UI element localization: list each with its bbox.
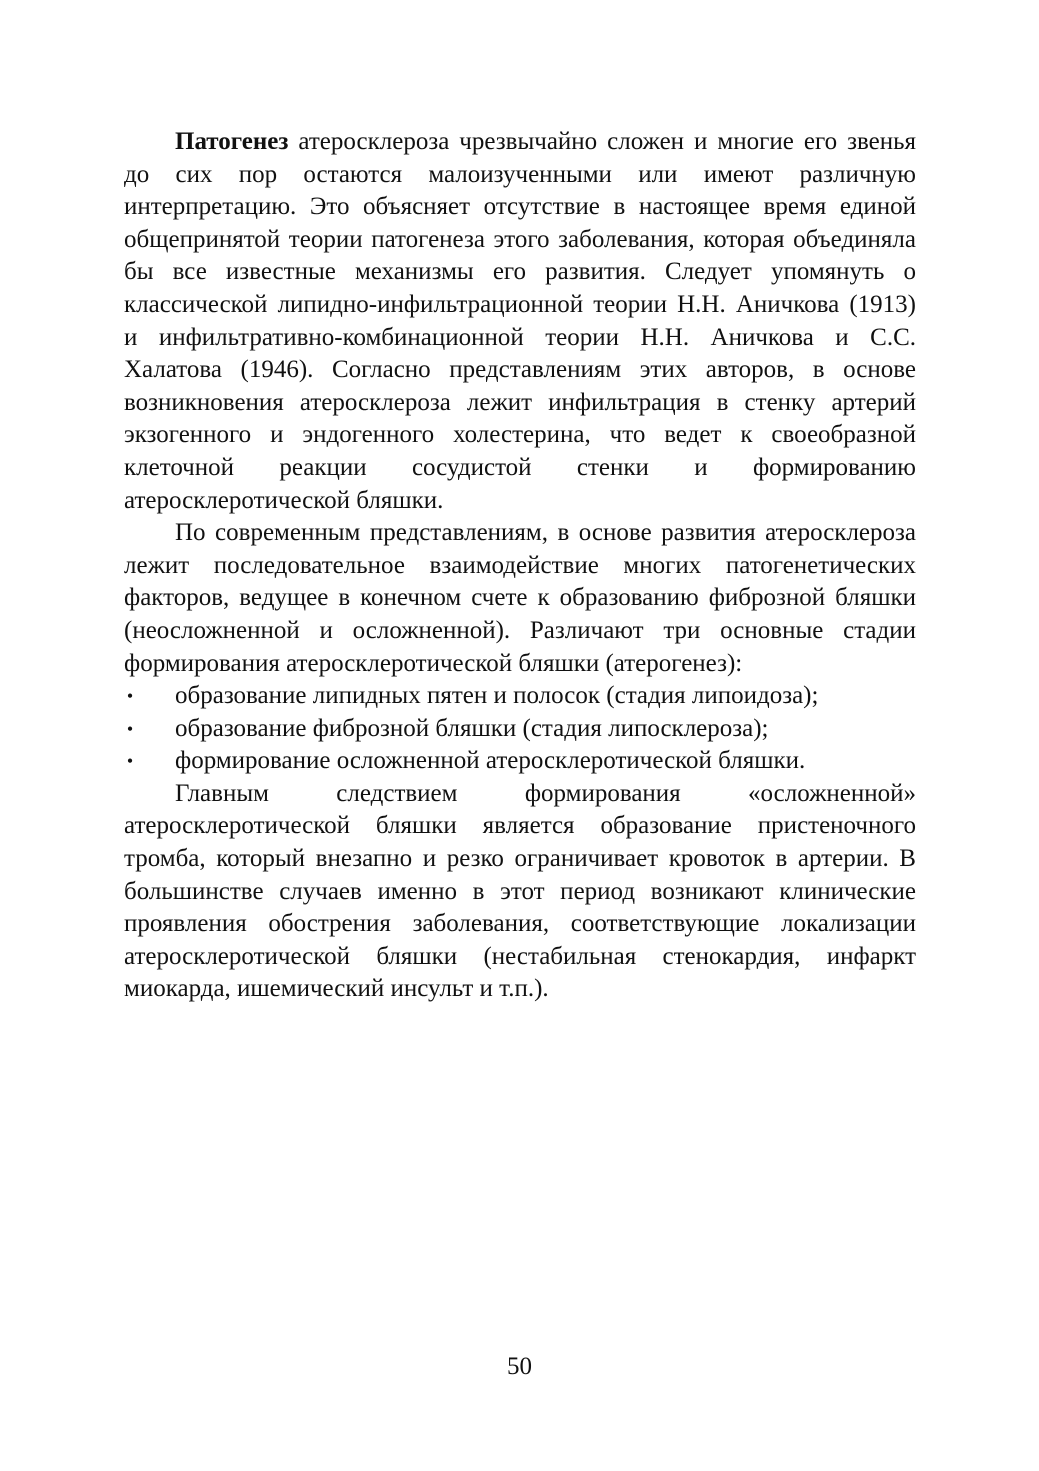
page-number: 50 bbox=[507, 1353, 532, 1380]
list-item bbox=[124, 713, 916, 746]
list-item bbox=[124, 745, 916, 778]
paragraph-modern-views: По современным представлениям, в основе развития атеросклероза лежит последовательное взаимодействие многих патогенетических факторов, ведущее в конечном счете к образованию фиброзной бляшки (неосложненной и осложненной). Различают три основные стадии формирования атеросклеротической бляшки (атерогенез): bbox=[124, 519, 916, 677]
list-item-text: образование липидных пятен и полосок (стадия липоидоза); bbox=[175, 682, 819, 710]
bullet-icon: • bbox=[126, 751, 134, 772]
atherogenesis-stages-list bbox=[124, 680, 916, 778]
body-text bbox=[124, 126, 916, 1006]
term-pathogenesis: Патогенез bbox=[175, 128, 289, 155]
list-item-text: образование фиброзной бляшки (стадия липосклероза); bbox=[175, 714, 769, 742]
paragraph-consequence: Главным следствием формирования «осложненной» атеросклеротической бляшки является образование пристеночного тромба, который внезапно и резко ограничивает кровоток в артерии. В большинстве случаев именно в этот период возникают клинические проявления обострения заболевания, соответствующие локализации атеросклеротической бляшки (нестабильная стенокардия, инфаркт миокарда, ишемический инсульт и т.п.). bbox=[124, 779, 916, 1003]
paragraph-pathogenesis-text: атеросклероза чрезвычайно сложен и многие его звенья до сих пор остаются малоизученными или имеют различную интерпретацию. Это объясняет отсутствие в настоящее время единой общепринятой теории патогенеза этого заболевания, которая объединяла бы все известные механизмы его развития. Следует упомянуть о классической липидно-инфильтрационной теории Н.Н. Аничкова (1913) и инфильтративно-комбинационной теории Н.Н. Аничкова и С.С. Халатова (1946). Согласно представлениям этих авторов, в основе возникновения атеросклероза лежит инфильтрация в стенку артерий экзогенного и эндогенного холестерина, что ведет к своеобразной клеточной реакции сосудистой стенки и формированию атеросклеротической бляшки. bbox=[124, 128, 916, 514]
list-item bbox=[124, 680, 916, 713]
list-item-text: формирование осложненной атеросклеротической бляшки. bbox=[175, 747, 806, 775]
paragraph-pathogenesis bbox=[124, 126, 916, 517]
bullet-icon: • bbox=[126, 718, 134, 739]
bullet-icon: • bbox=[126, 686, 134, 707]
